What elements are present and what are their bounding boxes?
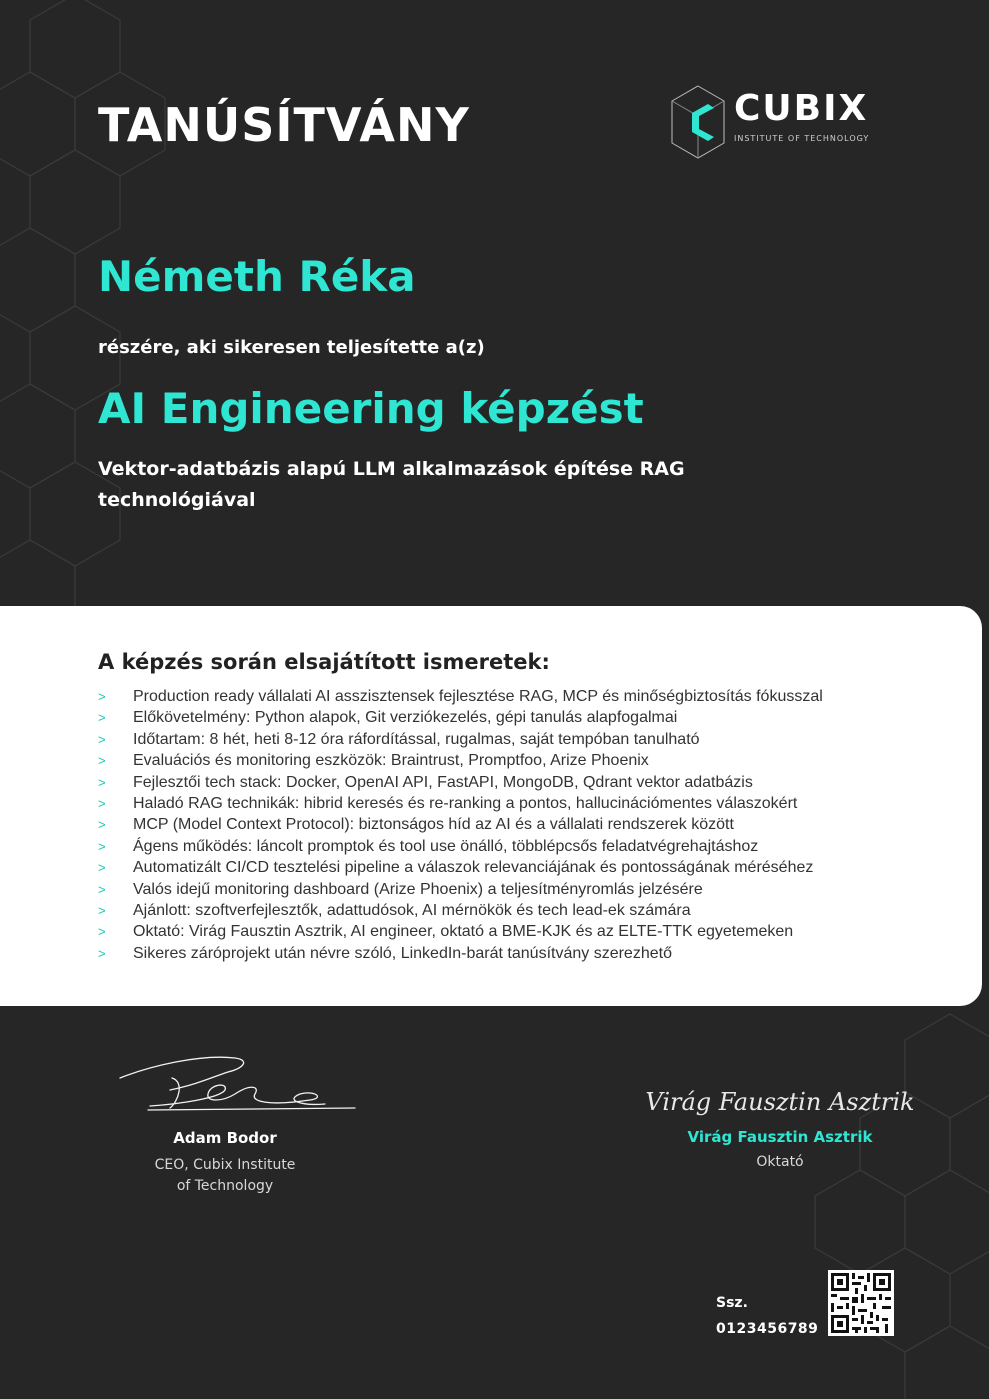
knowledge-list xyxy=(98,686,823,964)
chevron-right-icon: > xyxy=(98,795,106,811)
chevron-right-icon: > xyxy=(98,774,106,790)
knowledge-item xyxy=(98,772,823,793)
course-subtitle: Vektor-adatbázis alapú LLM alkalmazások építése RAG technológiával xyxy=(98,458,685,511)
knowledge-item xyxy=(98,750,823,771)
cubix-logo xyxy=(668,82,878,162)
knowledge-item-text: Ajánlott: szoftverfejlesztők, adattudósok, AI mérnökök és tech lead-ek számára xyxy=(133,901,691,919)
knowledge-item-text: Evaluációs és monitoring eszközök: Braintrust, Promptfoo, Arize Phoenix xyxy=(133,752,649,770)
knowledge-item-text: Ágens működés: láncolt promptok és tool use önálló, többlépcsős feladatvégrehajtáshoz xyxy=(133,837,759,855)
knowledge-item-text: Production ready vállalati AI asszisztensek fejlesztése RAG, MCP és minőségbiztosítás fókusszal xyxy=(133,688,823,705)
knowledge-item xyxy=(98,836,823,857)
certificate-title: TANÚSÍTVÁNY xyxy=(98,98,470,152)
chevron-right-icon: > xyxy=(98,817,106,833)
qr-code xyxy=(828,1270,894,1336)
recipient-name: Németh Réka xyxy=(98,252,416,301)
signer-right-role: Oktató xyxy=(756,1154,804,1170)
knowledge-item xyxy=(98,707,823,728)
signature-adam-bodor xyxy=(110,1050,360,1120)
chevron-right-icon: > xyxy=(98,881,106,897)
knowledge-title: A képzés során elsajátított ismeretek: xyxy=(98,650,550,674)
knowledge-item-text: MCP (Model Context Protocol): biztonságos híd az AI és a vállalati rendszerek között xyxy=(133,816,734,834)
signer-left-role-line1: CEO, Cubix Institute xyxy=(154,1157,296,1173)
logo-subtitle: INSTITUTE OF TECHNOLOGY xyxy=(734,134,870,143)
signer-left-role-line2: of Technology xyxy=(176,1178,274,1194)
serial-number: 0123456789 xyxy=(716,1321,819,1337)
knowledge-item-text: Sikeres záróprojekt után névre szóló, LinkedIn-barát tanúsítvány szerezhető xyxy=(133,944,672,962)
chevron-right-icon: > xyxy=(98,710,106,726)
cube-logo-icon xyxy=(668,82,728,162)
knowledge-item xyxy=(98,729,823,750)
knowledge-item-text: Oktató: Virág Fausztin Asztrik, AI engineer, oktató a BME-KJK és az ELTE-TTK egyetemeken xyxy=(133,923,794,941)
serial-label: Ssz. xyxy=(716,1295,748,1311)
knowledge-item-text: Fejlesztői tech stack: Docker, OpenAI API, FastAPI, MongoDB, Qdrant vektor adatbázis xyxy=(133,773,753,791)
chevron-right-icon: > xyxy=(98,860,106,876)
chevron-right-icon: > xyxy=(98,731,106,747)
chevron-right-icon: > xyxy=(98,902,106,918)
signer-left-role xyxy=(110,1155,340,1197)
knowledge-item xyxy=(98,793,823,814)
knowledge-item-text: Haladó RAG technikák: hibrid keresés és re-ranking a pontos, hallucinációmentes válaszokért xyxy=(133,794,798,812)
chevron-right-icon: > xyxy=(98,753,106,769)
course-title: AI Engineering képzést xyxy=(98,384,644,433)
knowledge-item-text: Valós idejű monitoring dashboard (Arize Phoenix) a teljesítményromlás jelzésére xyxy=(133,880,703,898)
knowledge-item xyxy=(98,943,823,964)
knowledge-item xyxy=(98,686,823,707)
chevron-right-icon: > xyxy=(98,924,106,940)
knowledge-item xyxy=(98,857,823,878)
knowledge-item xyxy=(98,900,823,921)
signature-virag-fausztin-asztrik: Virág Fausztin Asztrik xyxy=(645,1088,915,1116)
chevron-right-icon: > xyxy=(98,689,106,704)
knowledge-item-text: Automatizált CI/CD tesztelési pipeline a válaszok relevanciájának és pontosságának méréséhez xyxy=(133,859,814,877)
knowledge-item xyxy=(98,921,823,942)
recipient-line: részére, aki sikeresen teljesítette a(z) xyxy=(98,337,485,358)
knowledge-item xyxy=(98,879,823,900)
knowledge-item-text: Előkövetelmény: Python alapok, Git verziókezelés, gépi tanulás alapfogalmai xyxy=(133,709,678,727)
signer-left-name: Adam Bodor xyxy=(173,1129,277,1147)
knowledge-item xyxy=(98,814,823,835)
logo-wordmark: CUBIX xyxy=(734,88,869,129)
knowledge-panel xyxy=(0,606,982,1006)
signer-right-name: Virág Fausztin Asztrik xyxy=(687,1128,873,1146)
chevron-right-icon: > xyxy=(98,945,106,961)
knowledge-item-text: Időtartam: 8 hét, heti 8-12 óra ráfordítással, rugalmas, saját tempóban tanulható xyxy=(133,730,700,748)
chevron-right-icon: > xyxy=(98,838,106,854)
qr-code-icon xyxy=(828,1270,894,1336)
